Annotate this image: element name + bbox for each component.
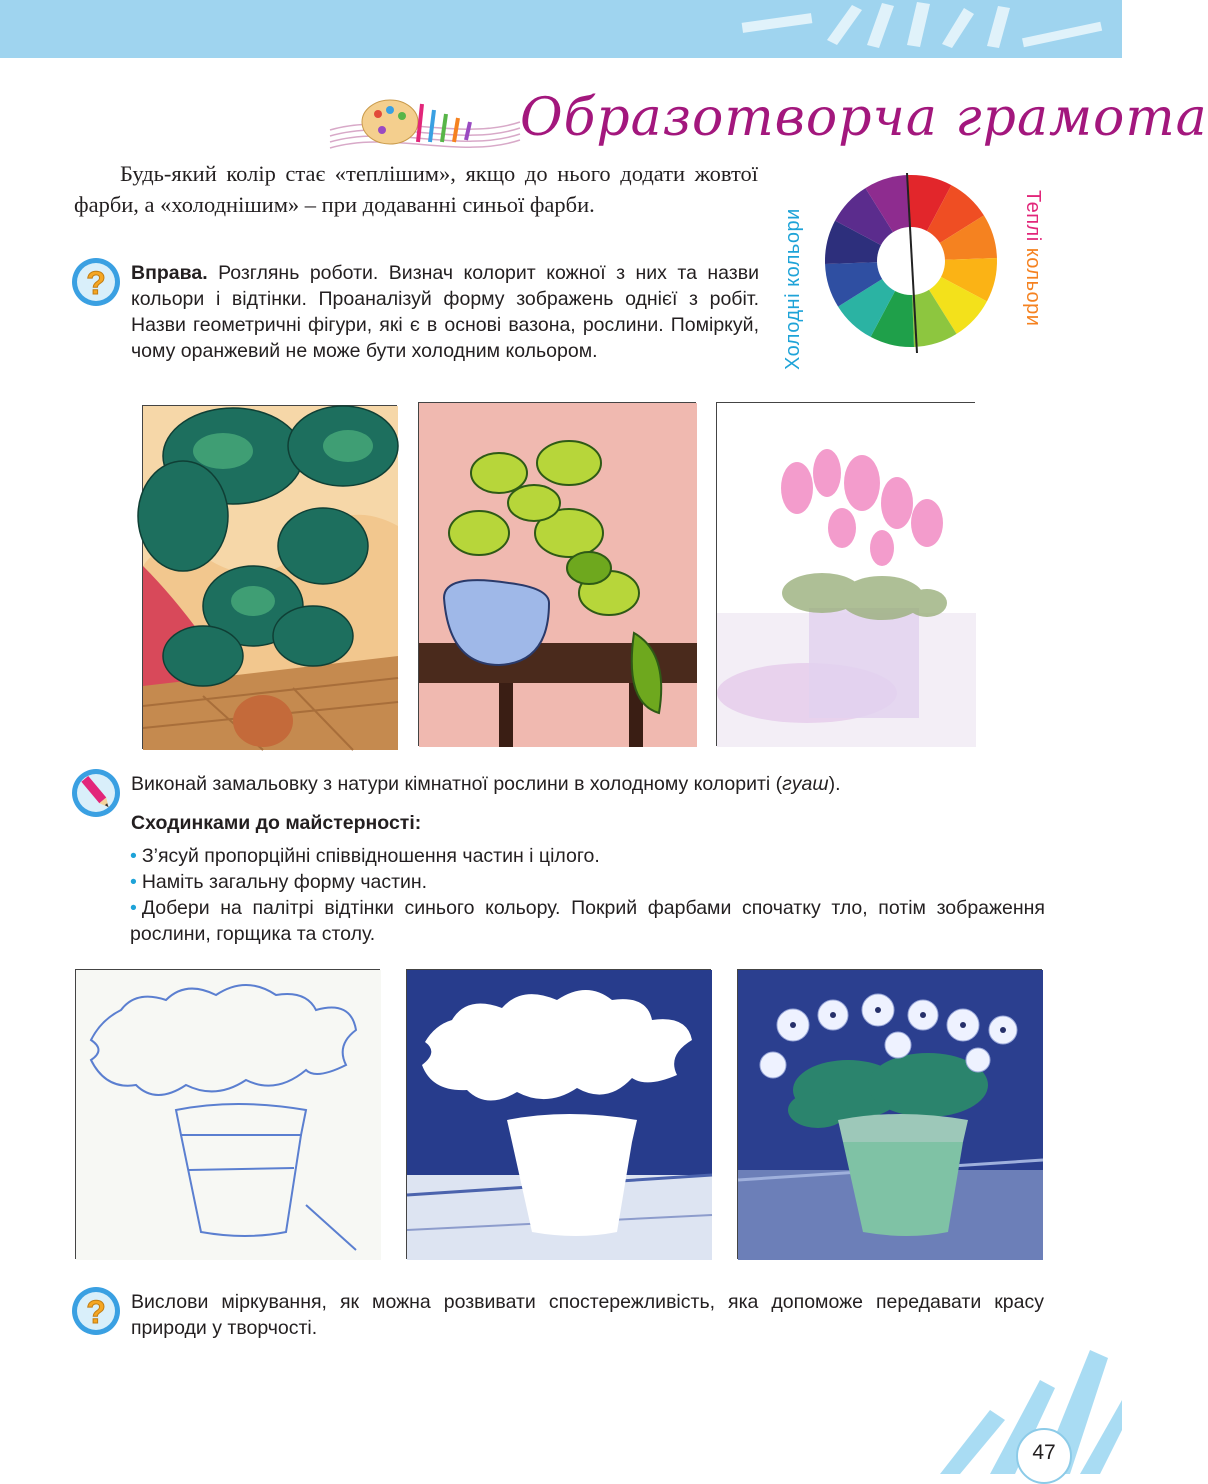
page-number-badge [1016,1428,1072,1484]
question-icon [70,1285,122,1337]
svg-text:?: ? [86,1294,106,1330]
intro-text: Будь-який колір стає «теплішим», якщо до нього додати жовтої фарби, а «холоднішим» – при додаванні синьої фарби. [74,161,758,217]
pencil-icon [70,767,122,819]
section-title: Образотворча грамота [520,88,1208,148]
brushes-decoration [702,0,1122,58]
list-item [130,869,1045,895]
step-text: З’ясуй пропорційні співвідношення частин і цілого. [141,845,600,867]
plant-pot-painting [418,402,696,746]
list-item [130,843,1045,869]
warm-colors-label: Теплі кольори [1022,190,1044,327]
question-icon [70,256,122,308]
task-paragraph [131,771,1046,797]
question-paragraph: Вислови міркування, як можна розвивати спостережливість, яка допоможе передавати красу природи у творчості. [131,1291,1044,1339]
exercise-label: Вправа. [131,262,208,284]
exercise-text: Розглянь роботи. Визнач колорит кожної з них та назви кольори і відтінки. Проаналізуй форму зображень однієї з робіт. Назви геометричні фігури, які є в основі вазона, рослини. Поміркуй, чому оранжевий не може бути холодним кольором. [131,262,759,362]
cyclamen-painting [716,402,975,746]
step-text: Наміть загальну форму частин. [141,871,428,893]
svg-text:?: ? [86,265,106,301]
bullet-icon: • [130,871,137,893]
step-text: Добери на палітрі відтінки синього кольору. Покрий фарбами спочатку тло, потім зображення рослини, горщика та столу. [130,897,1045,945]
cold-colors-label: Холодні кольори [782,208,804,370]
exercise-paragraph [131,260,759,364]
finished-painting-image [737,969,1042,1259]
list-item [130,895,1045,947]
steps-list [130,843,1045,947]
bullet-icon: • [130,845,137,867]
intro-paragraph [74,158,758,220]
steps-heading: Сходинками до майстерності: [131,812,422,834]
top-banner [0,0,1122,58]
background-stage-image [406,969,711,1259]
color-wheel [820,170,1002,352]
task-text-end: ). [828,773,841,795]
bullet-icon: • [130,897,137,919]
page-number: 47 [1032,1441,1056,1464]
monstera-painting [142,405,397,749]
task-medium: гуаш [782,773,829,795]
task-text: Виконай замальовку з натури кімнатної рослини в холодному колориті ( [131,773,783,795]
sketch-stage-image [75,969,380,1259]
